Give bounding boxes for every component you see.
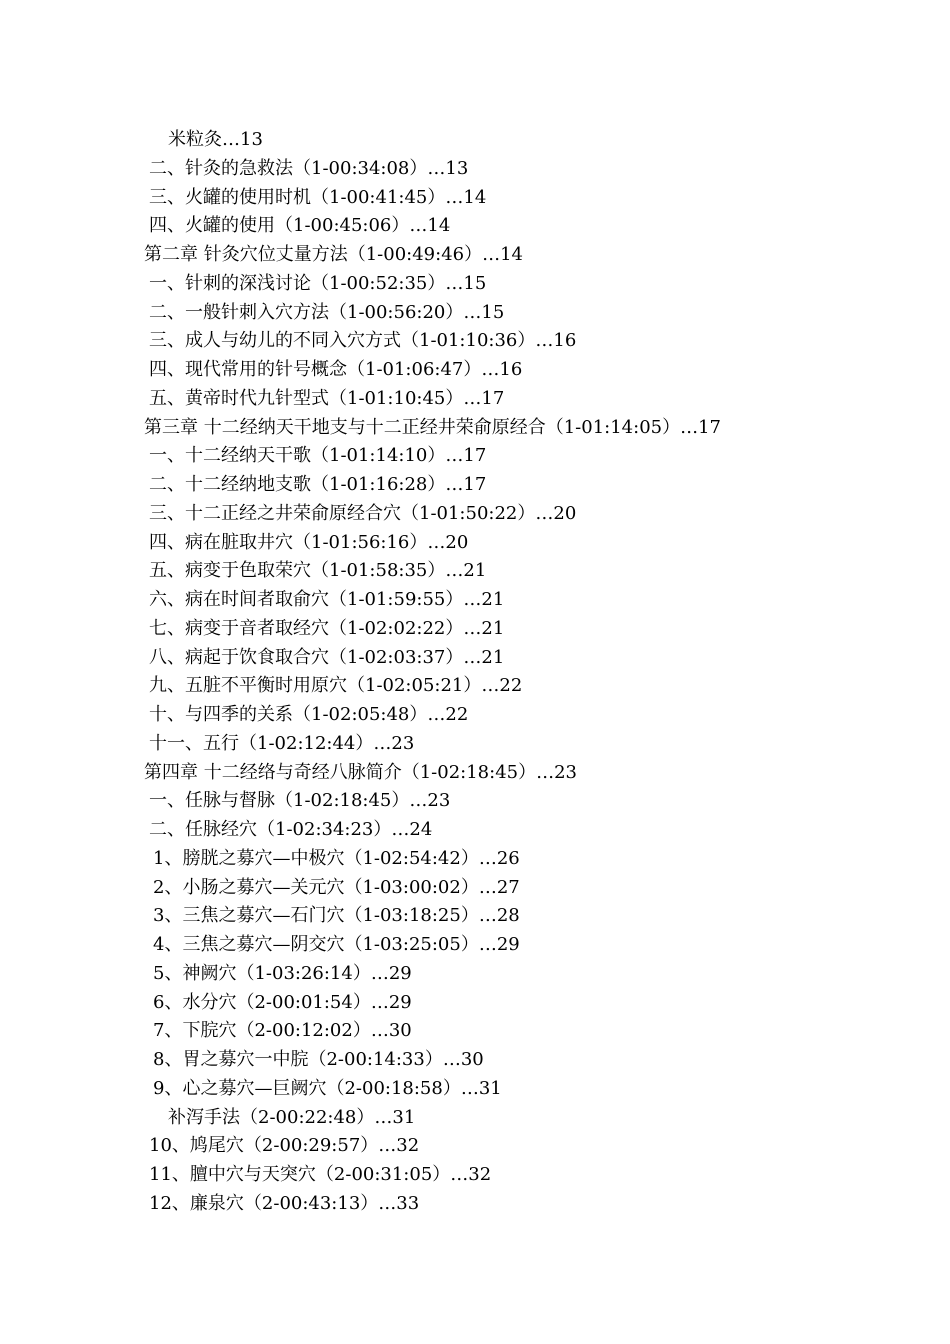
toc-entry-chapter: 第三章 十二经纳天干地支与十二正经井荣俞原经合（1-01:14:05）…17: [144, 416, 721, 438]
toc-entry-chapter: 第二章 针灸穴位丈量方法（1-00:49:46）…14: [144, 244, 524, 265]
toc-entry-section: 三、火罐的使用时机（1-00:41:45）…14: [149, 186, 487, 208]
toc-entry-item: 1、膀胱之募穴—中极穴（1-02:54:42）…26: [153, 847, 520, 869]
toc-entry-section: 二、一般针刺入穴方法（1-00:56:20）…15: [149, 301, 505, 323]
table-of-contents: [0, 126, 950, 1219]
toc-entry-sub: 补泻手法（2-00:22:48）…31: [168, 1106, 416, 1128]
toc-entry-section: 12、廉泉穴（2-00:43:13）…33: [149, 1192, 420, 1214]
toc-entry-section: 二、任脉经穴（1-02:34:23）…24: [149, 819, 433, 840]
toc-entry-item: 2、小肠之募穴—关元穴（1-03:00:02）…27: [153, 876, 520, 898]
toc-entry-item: 5、神阙穴（1-03:26:14）…29: [153, 962, 412, 984]
toc-entry-section: 一、十二经纳天干歌（1-01:14:10）…17: [149, 445, 487, 467]
toc-entry-section: 五、病变于色取荣穴（1-01:58:35）…21: [149, 560, 487, 582]
toc-entry-section: 一、针刺的深浅讨论（1-00:52:35）…15: [149, 272, 487, 294]
toc-entry-item: 4、三焦之募穴—阴交穴（1-03:25:05）…29: [153, 934, 520, 955]
toc-entry-section: 三、十二正经之井荣俞原经合穴（1-01:50:22）…20: [149, 502, 577, 524]
toc-entry-item: 3、三焦之募穴—石门穴（1-03:18:25）…28: [153, 905, 520, 927]
toc-entry-section: 10、鸠尾穴（2-00:29:57）…32: [149, 1135, 420, 1157]
toc-entry-item: 8、胃之募穴一中脘（2-00:14:33）…30: [153, 1049, 484, 1070]
toc-entry-section: 一、任脉与督脉（1-02:18:45）…23: [149, 790, 451, 812]
toc-entry-section: 11、膻中穴与天突穴（2-00:31:05）…32: [149, 1164, 492, 1185]
toc-entry-item: 6、水分穴（2-00:01:54）…29: [153, 991, 412, 1013]
toc-entry-section: 四、火罐的使用（1-00:45:06）…14: [149, 215, 451, 237]
toc-entry-section: 四、现代常用的针号概念（1-01:06:47）…16: [149, 359, 523, 380]
toc-entry-section: 八、病起于饮食取合穴（1-02:03:37）…21: [149, 646, 505, 668]
toc-entry-section: 十一、五行（1-02:12:44）…23: [149, 732, 415, 754]
toc-entry-section: 九、五脏不平衡时用原穴（1-02:05:21）…22: [149, 675, 523, 697]
toc-entry-section: 五、黄帝时代九针型式（1-01:10:45）…17: [149, 387, 505, 409]
toc-entry-section: 四、病在脏取井穴（1-01:56:16）…20: [149, 531, 469, 553]
toc-entry-chapter: 第四章 十二经络与奇经八脉简介（1-02:18:45）…23: [144, 761, 578, 783]
toc-entry-section: 三、成人与幼儿的不同入穴方式（1-01:10:36）…16: [149, 330, 577, 352]
toc-entry-item: 9、心之募穴—巨阙穴（2-00:18:58）…31: [153, 1077, 502, 1099]
toc-entry-item: 7、下脘穴（2-00:12:02）…30: [153, 1020, 412, 1042]
toc-entry-section: 六、病在时间者取俞穴（1-01:59:55）…21: [149, 589, 505, 610]
toc-entry-section: 十、与四季的关系（1-02:05:48）…22: [149, 704, 469, 725]
toc-entry-section: 二、针灸的急救法（1-00:34:08）…13: [149, 157, 469, 179]
toc-entry-section: 七、病变于音者取经穴（1-02:02:22）…21: [149, 617, 505, 639]
toc-entry-section: 二、十二经纳地支歌（1-01:16:28）…17: [149, 474, 487, 495]
toc-entry-sub: 米粒灸…13: [168, 129, 263, 150]
